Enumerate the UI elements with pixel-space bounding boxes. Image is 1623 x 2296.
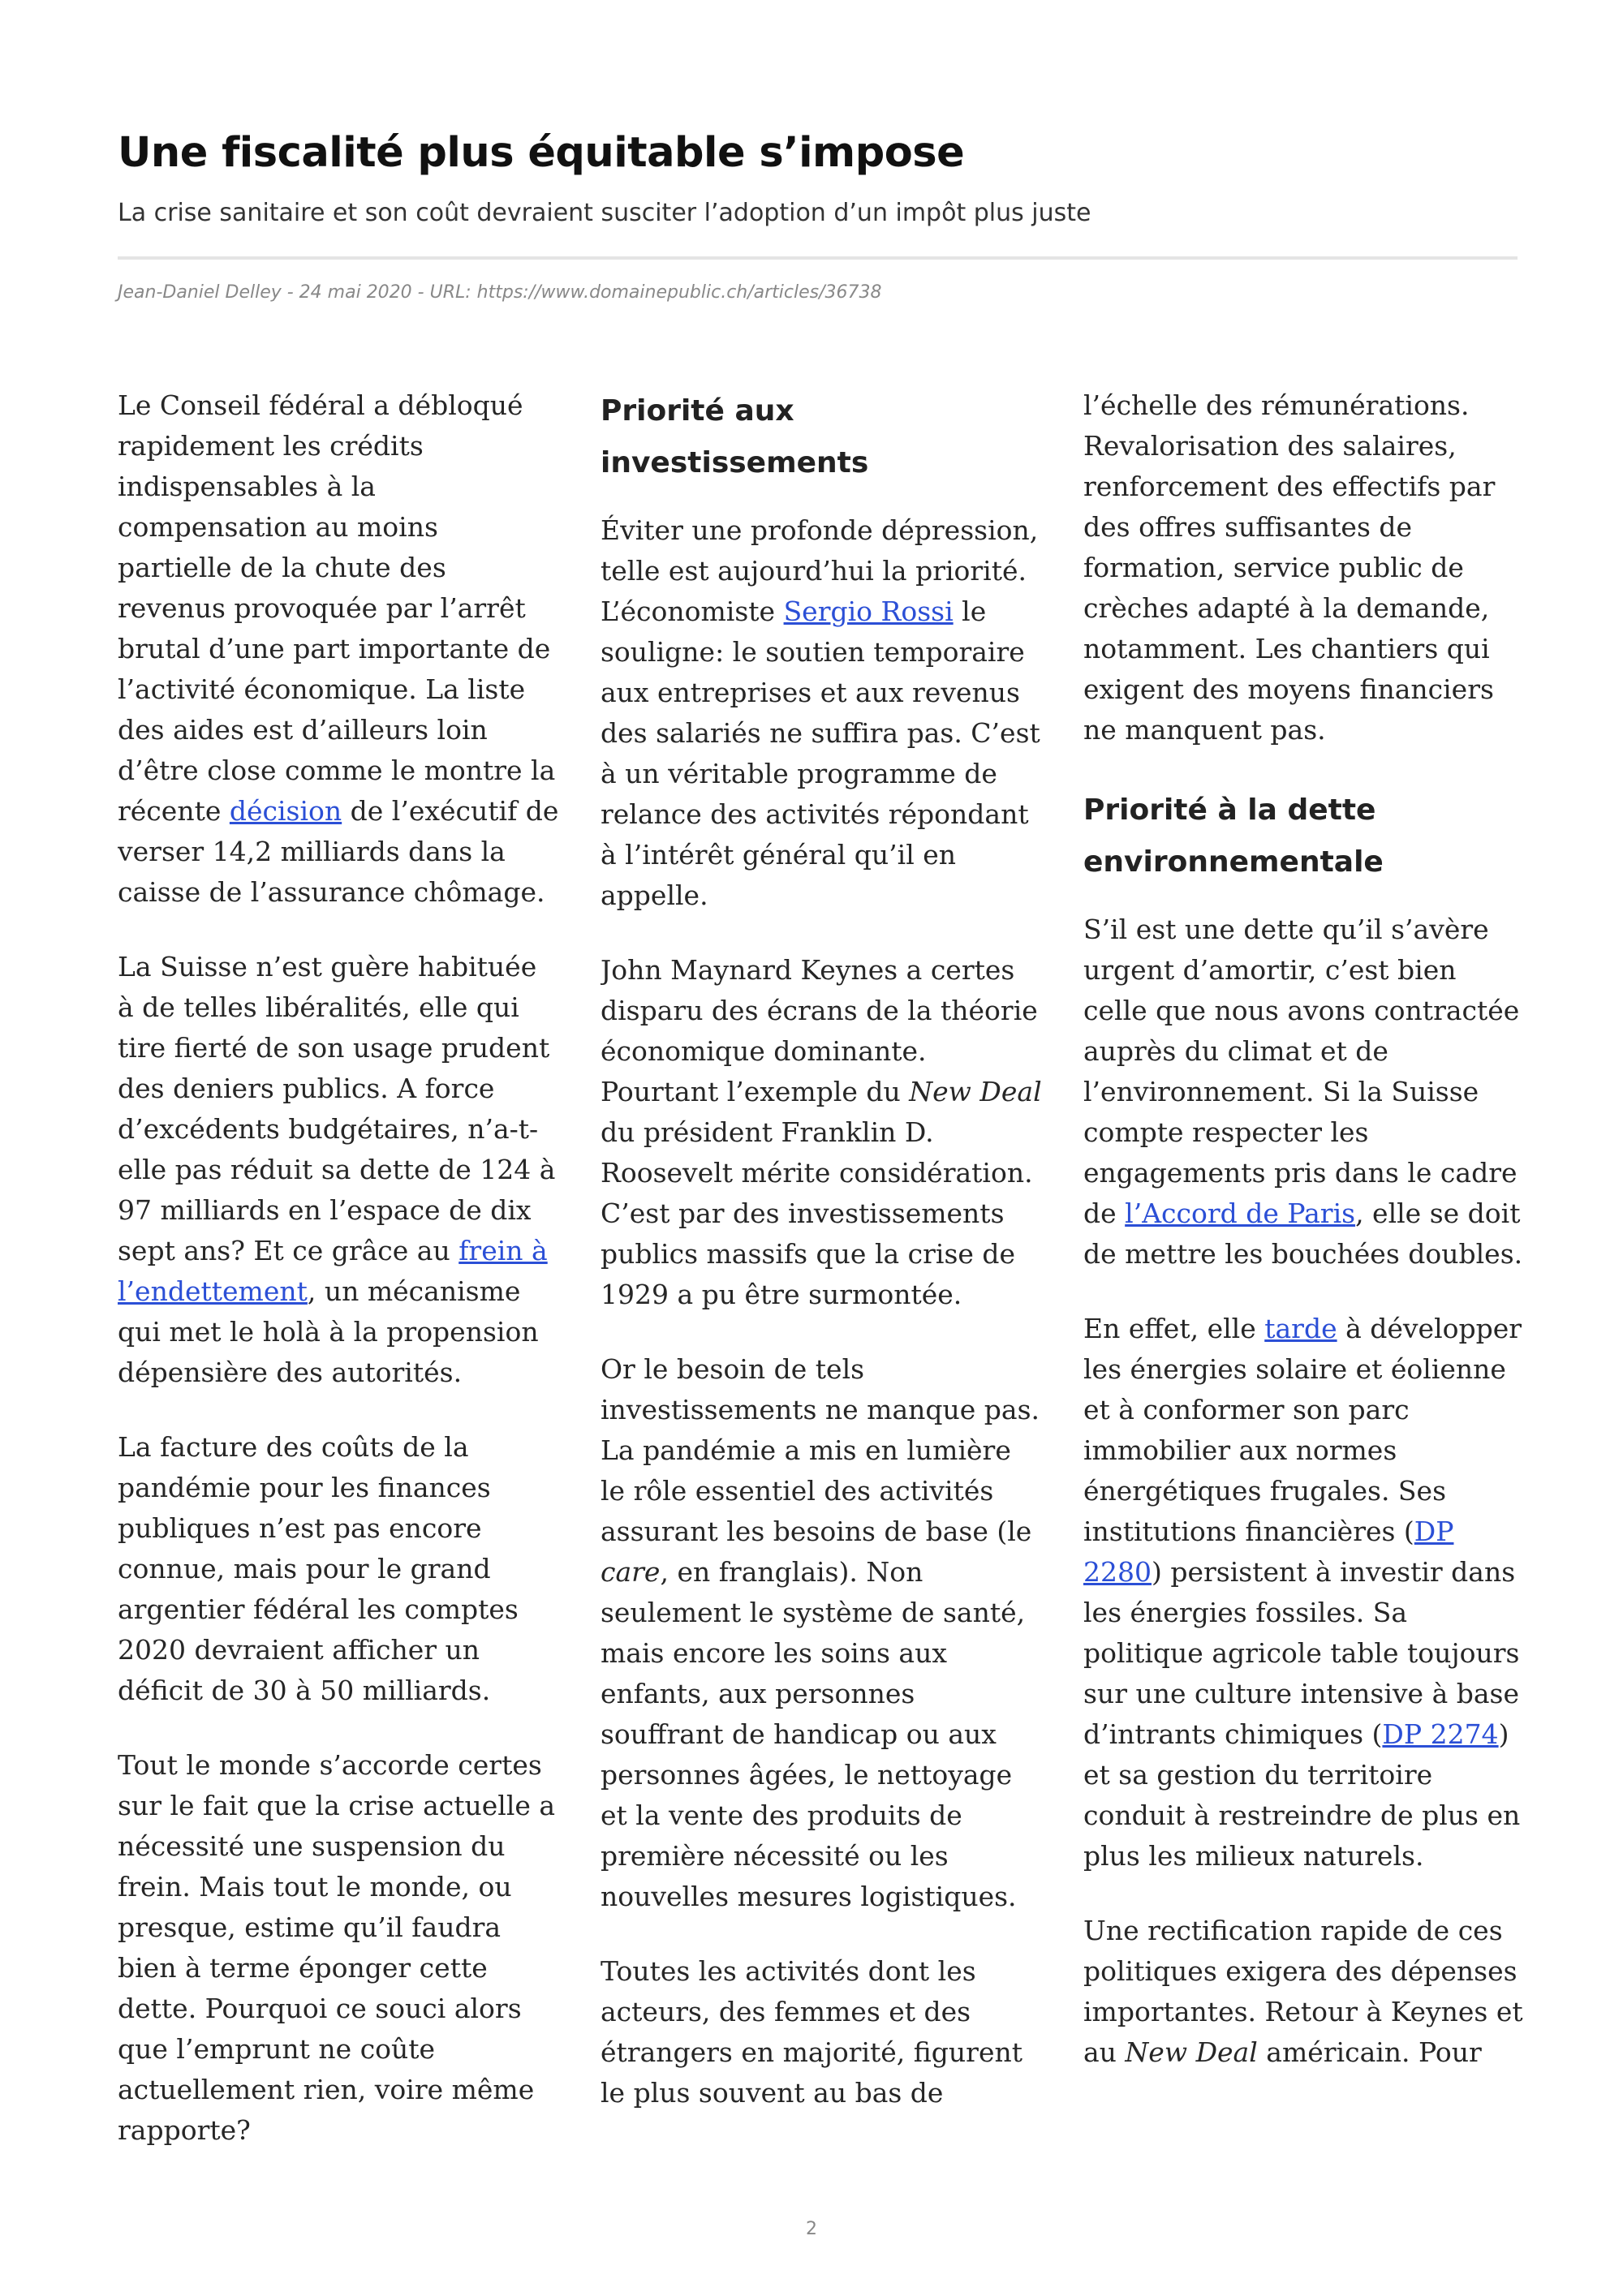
paragraph: John Maynard Keynes a certes disparu des écrans de la théorie économique dominante. Pourtant l’exemple du New Deal du président Franklin D. Roosevelt mérite considération. C’est par des investissements publics massifs que la crise de 1929 a pu être surmontée. [601, 954, 1042, 1310]
link-accord-de-paris[interactable]: l’Accord de Paris [1125, 1197, 1356, 1229]
paragraph: En effet, elle tarde à développer les énergies solaire et éolienne et à conformer son parc immobilier aux normes énergétiques frugales. Ses institutions financières (DP 2280) persistent à investir dans les énergies fossiles. Sa politique agricole table toujours sur une culture intensive à base d’intrants chimiques (DP 2274) et sa gestion du territoire conduit à restreindre de plus en plus les milieux naturels. [1083, 1313, 1522, 1872]
article-meta: Jean-Daniel Delley - 24 mai 2020 - URL: https://www.domainepublic.ch/articles/36738 [118, 282, 882, 303]
link-dp-2274[interactable]: DP 2274 [1382, 1718, 1499, 1750]
link-tarde[interactable]: tarde [1264, 1313, 1337, 1344]
section-heading-investissements: Priorité aux investissements [601, 394, 869, 479]
paragraph: La facture des coûts de la pandémie pour les finances publiques n’est pas encore connue, mais pour le grand argentier fédéral les comptes 2020 devraient afficher un déficit de 30 à 50 milliards. [118, 1431, 519, 1706]
paragraph: Or le besoin de tels investissements ne manque pas. La pandémie a mis en lumière le rôle essentiel des activités assurant les besoins de base (le care, en franglais). Non seulement le système de santé, mais encore les soins aux enfants, aux personnes souffrant de handicap ou aux personnes âgées, le nettoyage et la vente des produits de première nécessité ou les nouvelles mesures logistiques. [601, 1353, 1040, 1912]
paragraph: Le Conseil fédéral a débloqué rapidement les crédits indispensables à la compensation au moins partielle de la chute des revenus provoquée par l’arrêt brutal d’une part importante de l’activité économique. La liste des aides est d’ailleurs loin d’être close comme le montre la récente décision de l’exécutif de verser 14,2 milliards dans la caisse de l’assurance chômage. [118, 389, 559, 908]
paragraph: La Suisse n’est guère habituée à de telles libéralités, elle qui tire fierté de son usage prudent des deniers publics. A force d’excédents budgétaires, n’a-t-elle pas réduit sa dette de 124 à 97 milliards en l’espace de dix sept ans? Et ce grâce au frein à l’endettement, un mécanisme qui met le holà à la propension dépensière des autorités. [118, 951, 556, 1388]
article-body [118, 385, 1523, 2195]
paragraph: Éviter une profonde dépression, telle est aujourd’hui la priorité. L’économiste Sergio Rossi le souligne: le soutien temporaire aux entreprises et aux revenus des salariés ne suffira pas. C’est à un véritable programme de relance des activités répondant à l’intérêt général qu’il en appelle. [601, 514, 1040, 911]
article-subtitle: La crise sanitaire et son coût devraient susciter l’adoption d’un impôt plus juste [118, 198, 1091, 227]
link-dp-2280[interactable]: DP 2280 [1083, 1516, 1454, 1588]
section-heading-dette-environnementale: Priorité à la dette environnementale [1083, 793, 1384, 879]
paragraph: Tout le monde s’accorde certes sur le fait que la crise actuelle a nécessité une suspension du frein. Mais tout le monde, ou presque, estime qu’il faudra bien à terme éponger cette dette. Pourquoi ce souci alors que l’emprunt ne coûte actuellement rien, voire même rapporte? [118, 1749, 556, 2146]
article-title: Une fiscalité plus équitable s’impose [118, 129, 965, 177]
paragraph: S’il est une dette qu’il s’avère urgent d’amortir, c’est bien celle que nous avons contractée auprès du climat et de l’environnement. Si la Suisse compte respecter les engagements pris dans le cadre de l’Accord de Paris, elle se doit de mettre les bouchées doubles. [1083, 914, 1523, 1270]
link-frein-endettement[interactable]: frein à l’endettement [118, 1235, 548, 1307]
link-sergio-rossi[interactable]: Sergio Rossi [783, 595, 954, 627]
link-decision[interactable]: décision [229, 795, 342, 827]
column-3 [1083, 385, 1526, 2195]
column-2 [601, 385, 1043, 2195]
paragraph: l’échelle des rémunérations. Revalorisation des salaires, renforcement des effectifs par des offres suffisantes de formation, service public de crèches adapté à la demande, notamment. Les chantiers qui exigent des moyens financiers ne manquent pas. [1083, 389, 1496, 746]
paragraph: Toutes les activités dont les acteurs, des femmes et des étrangers en majorité, figurent le plus souvent au bas de [601, 1955, 1022, 2109]
column-1 [118, 385, 560, 2195]
article-header [118, 130, 1518, 303]
paragraph: Une rectification rapide de ces politiques exigera des dépenses importantes. Retour à Keynes et au New Deal américain. Pour [1083, 1915, 1523, 2068]
page-number: 2 [806, 2219, 817, 2239]
header-divider [118, 256, 1518, 260]
